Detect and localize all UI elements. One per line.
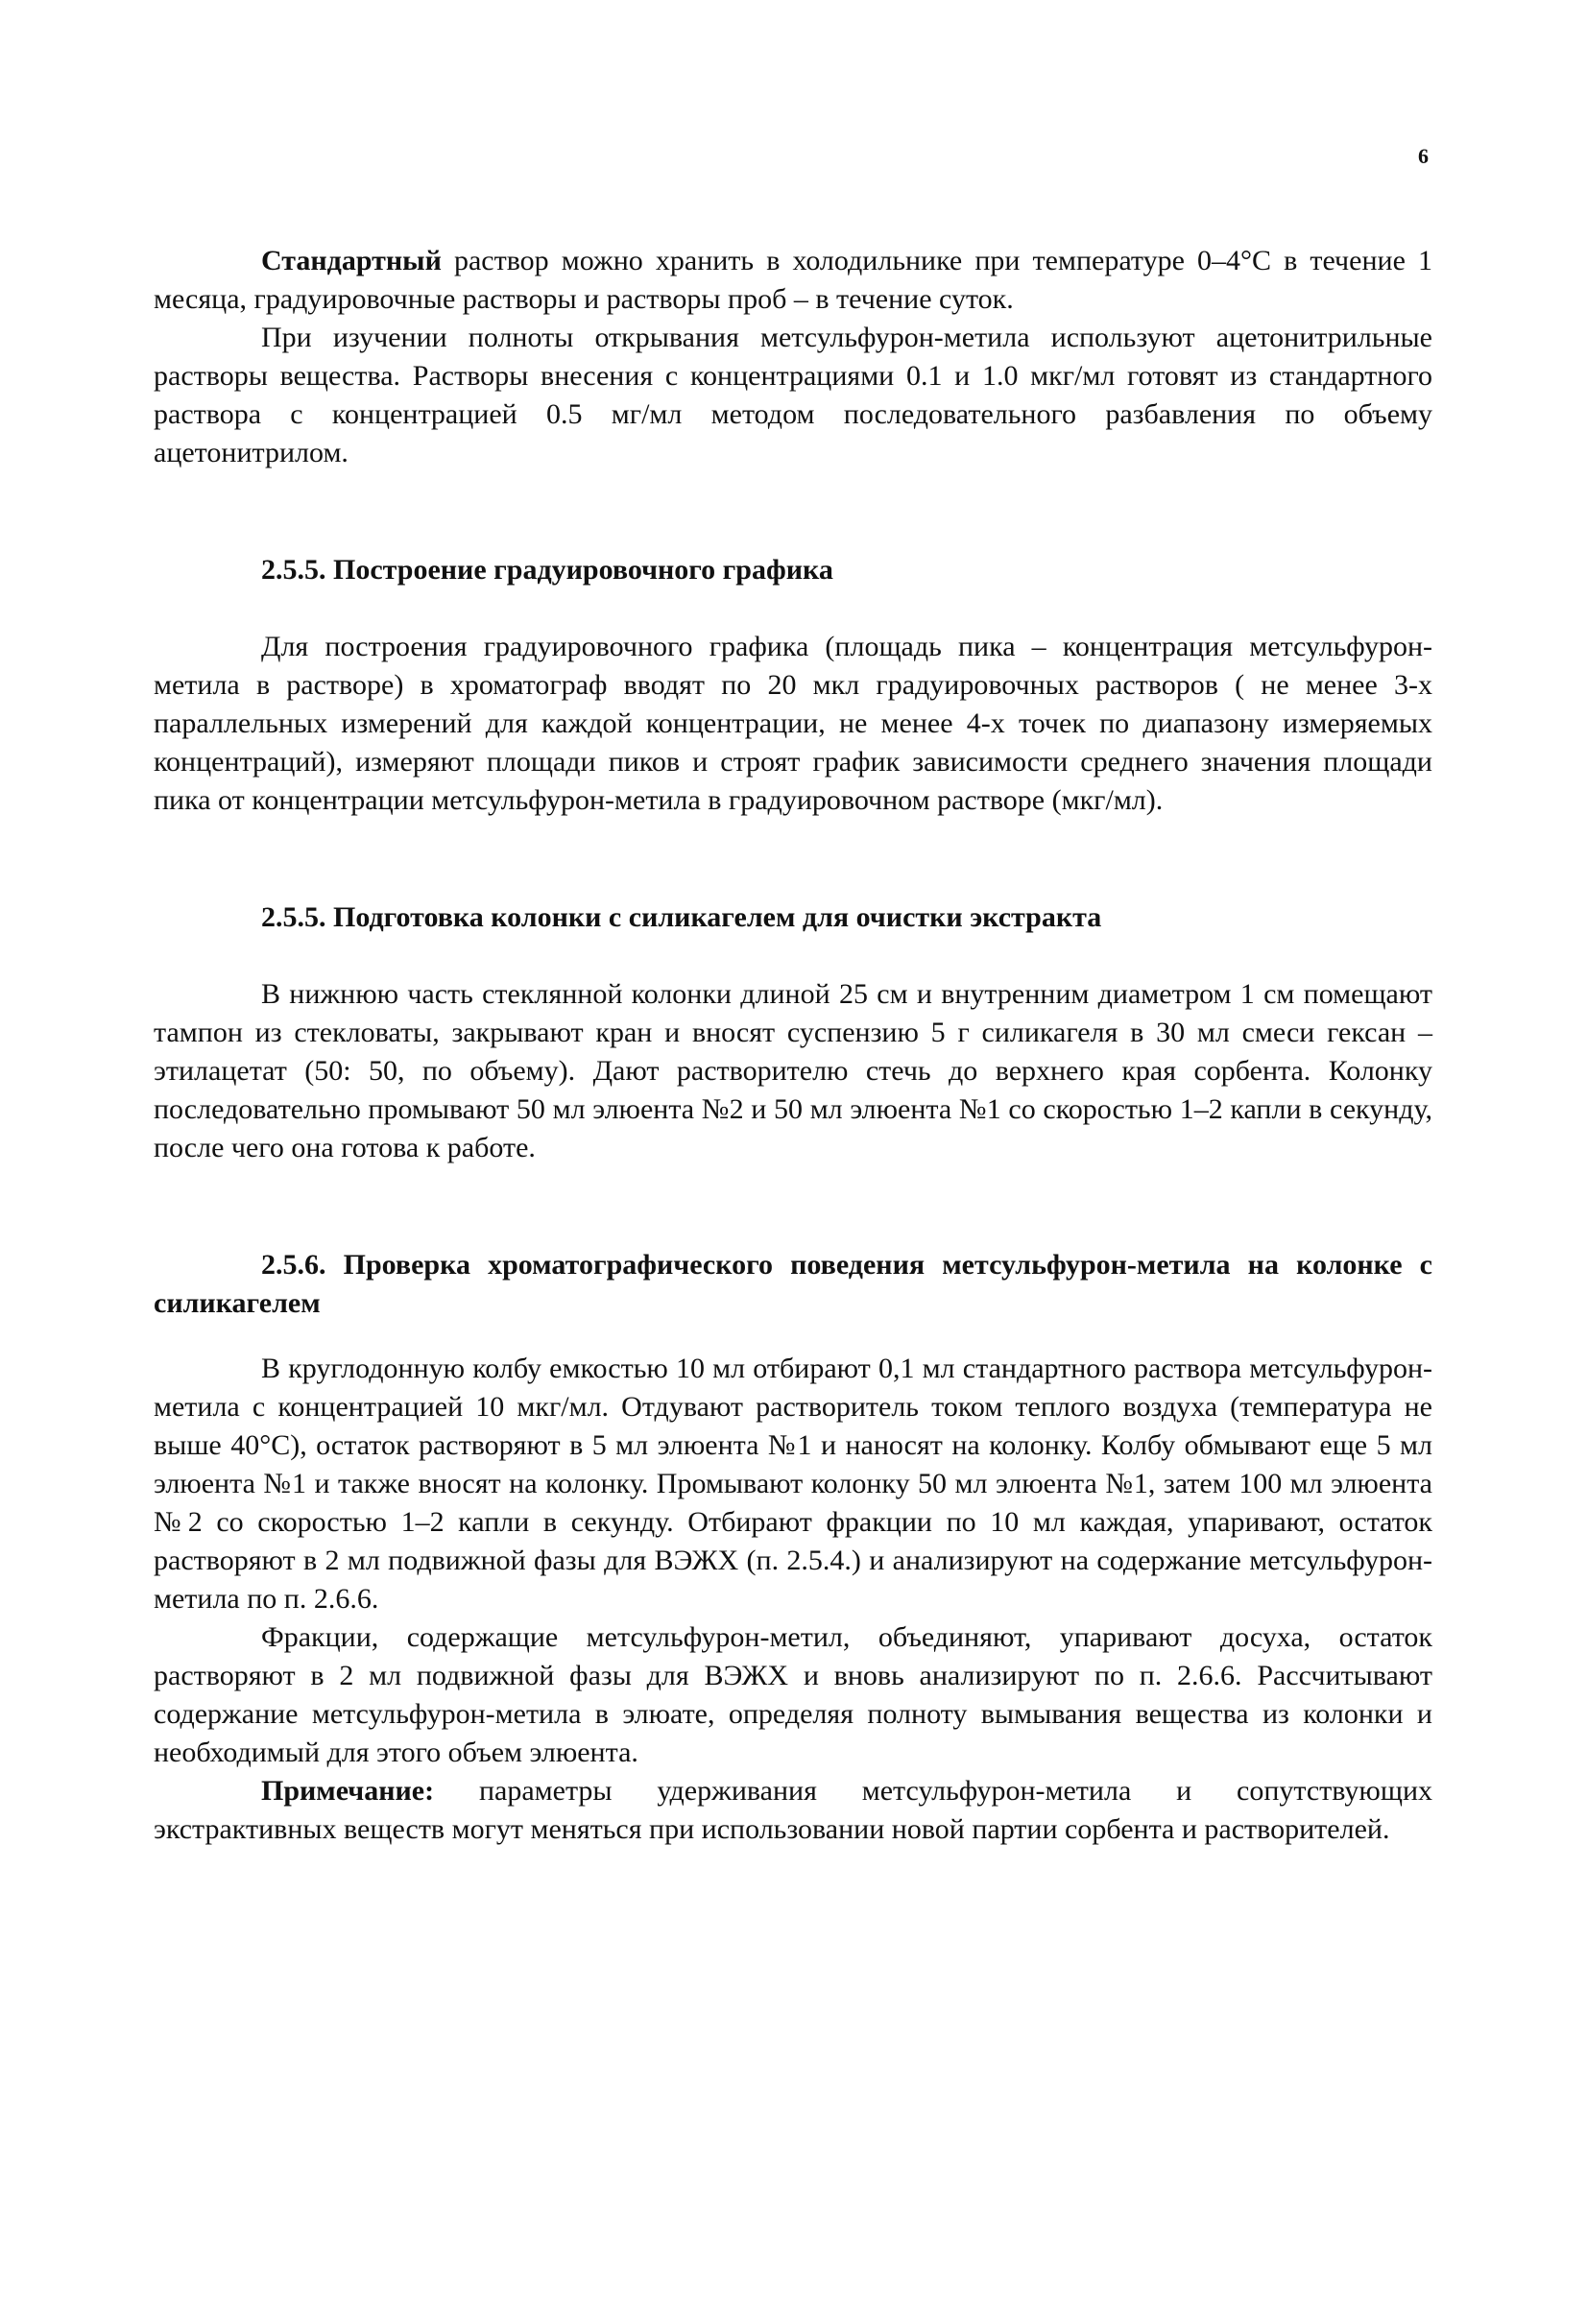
section-calibration-heading: 2.5.5. Построение градуировочного графика [261,554,833,586]
section-column-prep-heading: 2.5.5. Подготовка колонки с силикагелем для очистки экстракта [261,901,1102,933]
note-label: Примечание: [261,1775,435,1807]
section-column-check-note [154,1772,1432,1849]
intro-paragraph-1-text: раствор можно хранить в холодильнике при температуре 0–4°С в течение 1 месяца, градуировочные растворы и растворы проб – в течение суток. [154,245,1432,315]
section-column-check-paragraph-1: В круглодонную колбу емкостью 10 мл отбирают 0,1 мл стандартного раствора метсульфурон-метила с концентрацией 10 мкг/мл. Отдувают растворитель током теплого воздуха (температура не выше 40°С), остаток растворяют в 5 мл элюента №1 и наносят на колонку. Колбу обмывают еще 5 мл элюента №1 и также вносят на колонку. Промывают колонку 50 мл элюента №1, затем 100 мл элюента №2 со скоростью 1–2 капли в секунду. Отбирают фракции по 10 мл каждая, упаривают, остаток растворяют в 2 мл подвижной фазы для ВЭЖХ (п. 2.5.4.) и анализируют на содержание метсульфурон-метила по п. 2.6.6. [154,1353,1432,1615]
intro-paragraph-2: При изучении полноты открывания метсульфурон-метила используют ацетонитрильные растворы вещества. Растворы внесения с концентрациями 0.1 и 1.0 мкг/мл готовят из стандартного раствора с концентрацией 0.5 мг/мл методом последовательного разбавления по объему ацетонитрилом. [154,322,1432,468]
intro-lead-word: Стандартный [261,245,442,276]
section-calibration-paragraph: Для построения градуировочного графика (площадь пика – концентрация метсульфурон-метила в растворе) в хроматограф вводят по 20 мкл градуировочных растворов ( не менее 3-х параллельных измерений для каждой концентрации, не менее 4-х точек по диапазону измеряемых концентраций), измеряют площади пиков и строят график зависимости среднего значения площади пика от концентрации метсульфурон-метила в градуировочном растворе (мкг/мл). [154,631,1432,816]
document-body [154,242,1432,1849]
section-column-check-heading: 2.5.6. Проверка хроматографического поведения метсульфурон-метила на колонке с силикагелем [154,1249,1432,1319]
intro-paragraph-1 [154,242,1432,319]
section-column-check-paragraph-2: Фракции, содержащие метсульфурон-метил, объединяют, упаривают досуха, остаток растворяют в 2 мл подвижной фазы для ВЭЖХ и вновь анализируют по п. 2.6.6. Рассчитывают содержание метсульфурон-метила в элюате, определяя полноту вымывания вещества из колонки и необходимый для этого объем элюента. [154,1621,1432,1768]
section-column-prep-paragraph: В нижнюю часть стеклянной колонки длиной 25 см и внутренним диаметром 1 см помещают тампон из стекловаты, закрывают кран и вносят суспензию 5 г силикагеля в 30 мл смеси гексан – этилацетат (50: 50, по объему). Дают растворителю стечь до верхнего края сорбента. Колонку последовательно промывают 50 мл элюента №2 и 50 мл элюента №1 со скоростью 1–2 капли в секунду, после чего она готова к работе. [154,978,1432,1163]
page-number: 6 [1418,144,1429,168]
note-text: параметры удерживания метсульфурон-метила и сопутствующих экстрактивных веществ могут меняться при использовании новой партии сорбента и растворителей. [154,1775,1432,1845]
